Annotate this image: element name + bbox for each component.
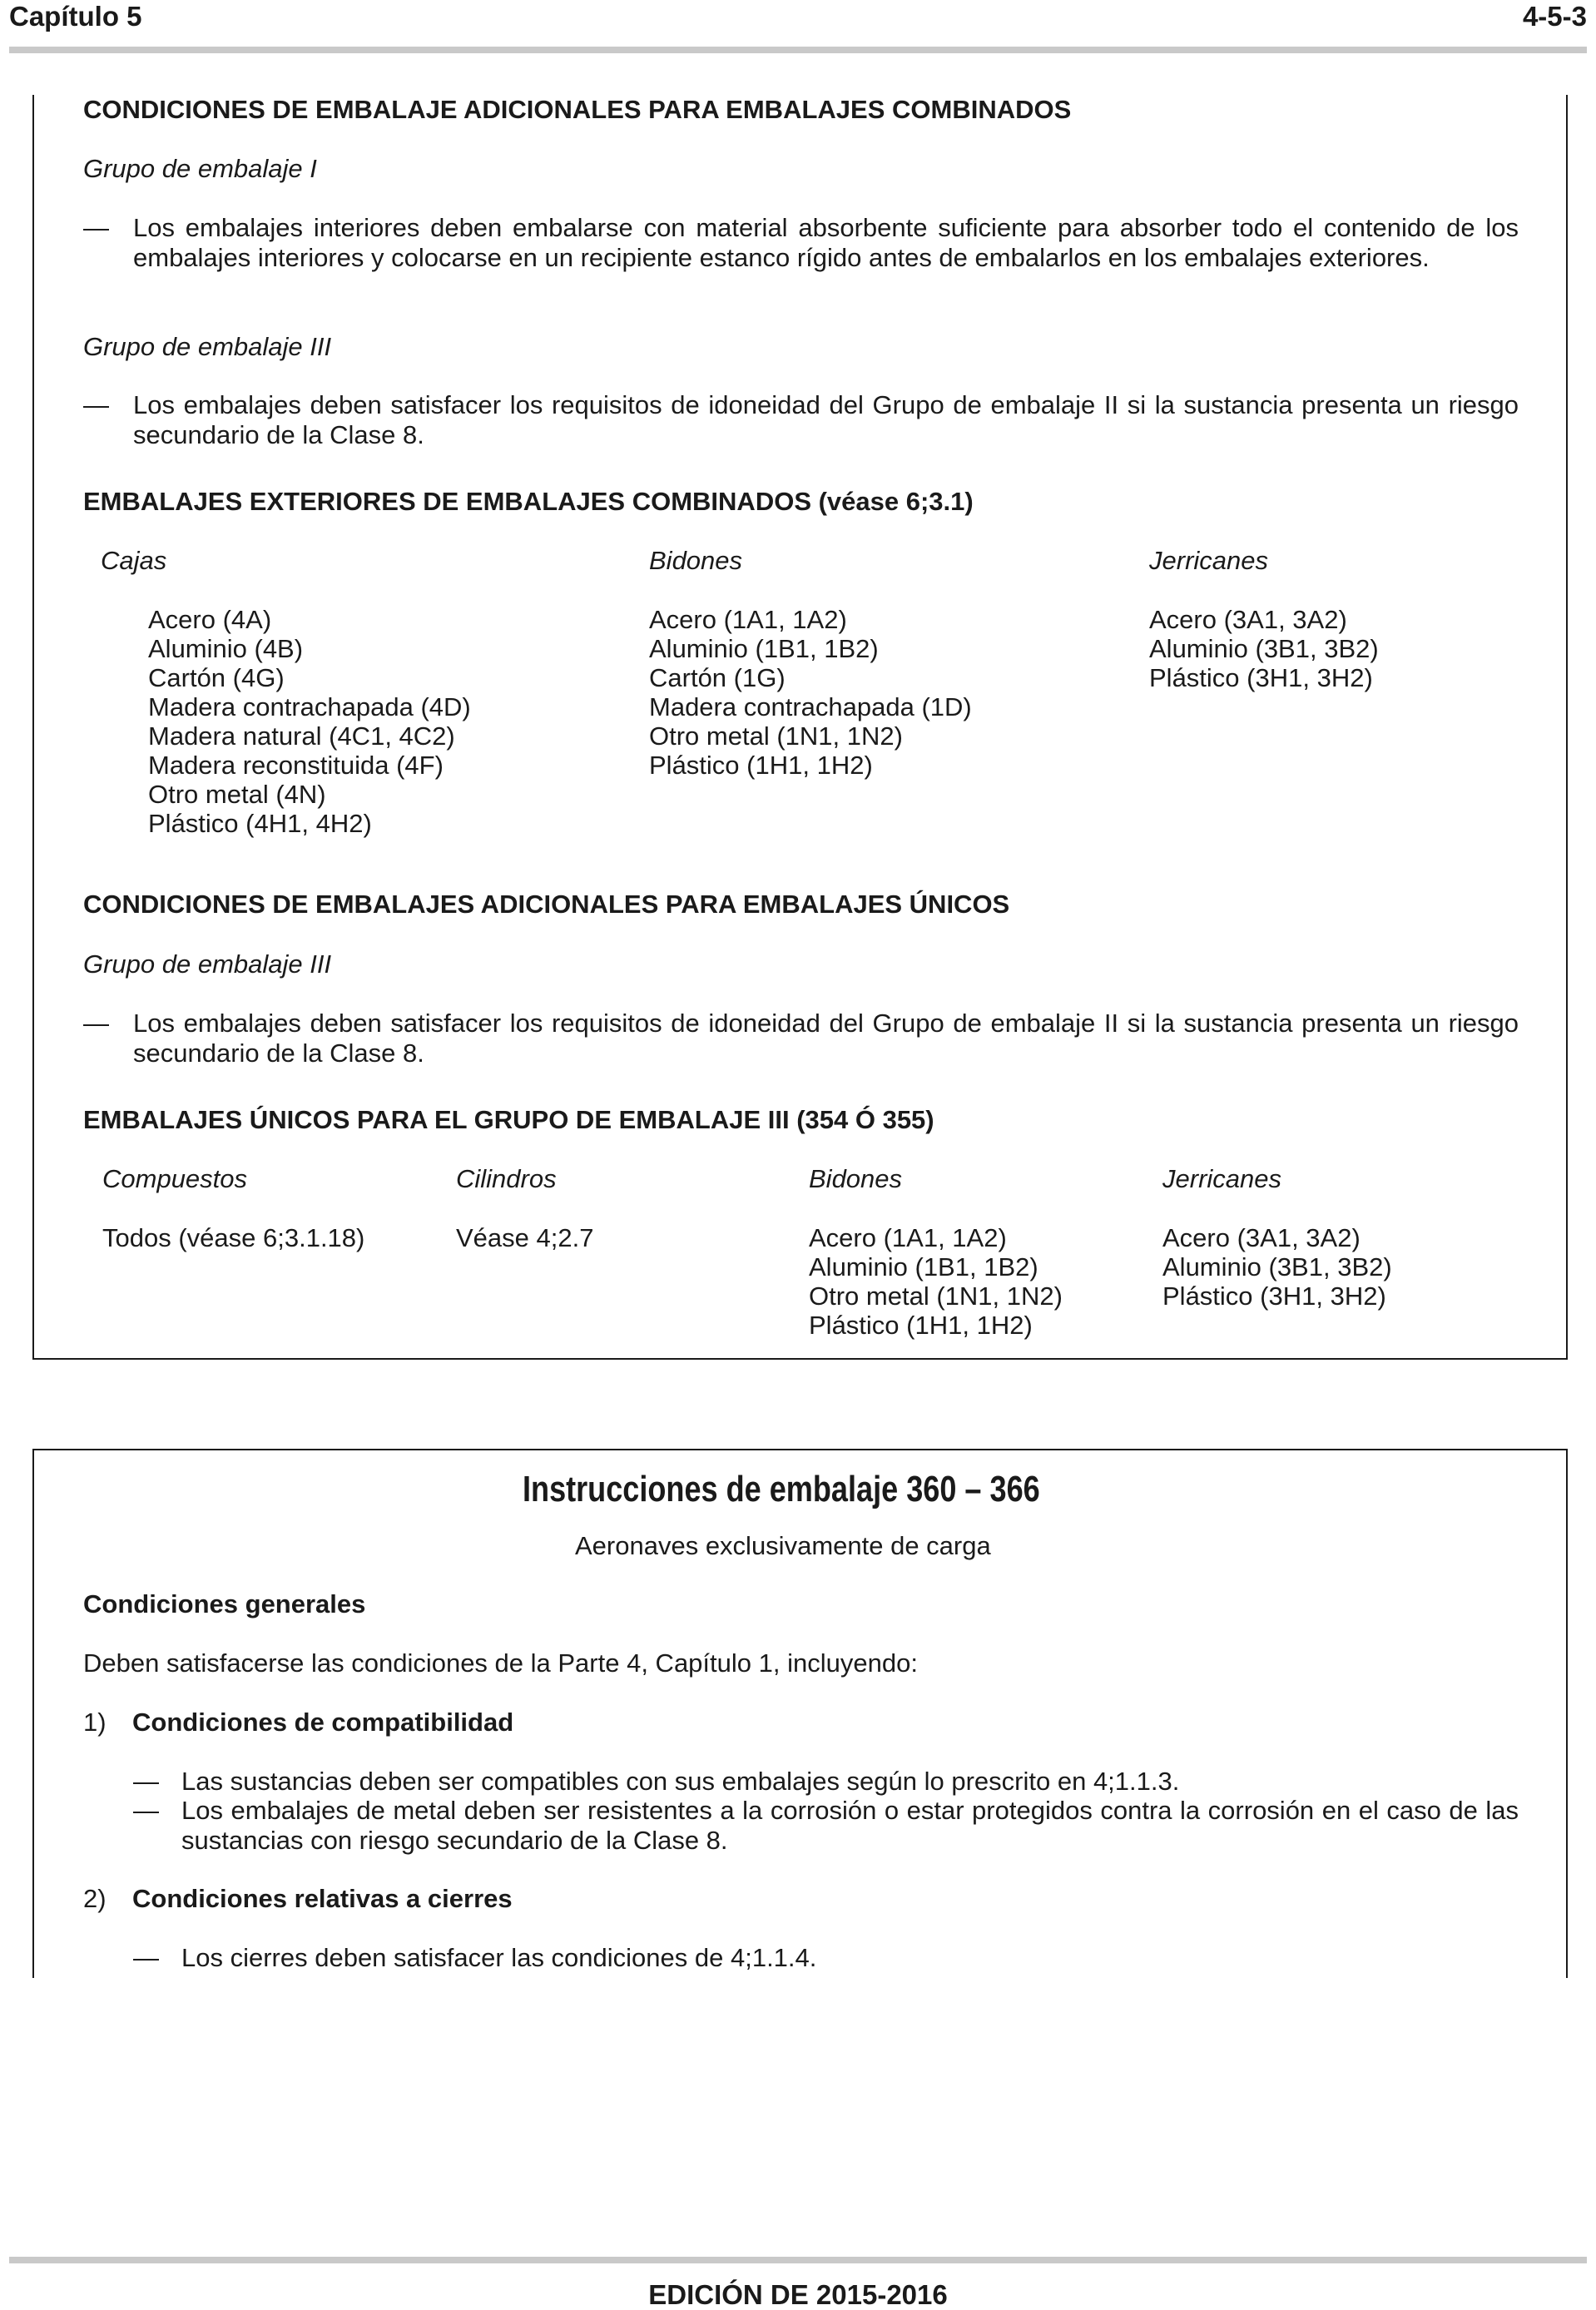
list-item: Plástico (1H1, 1H2) xyxy=(649,751,873,780)
section4-heading: EMBALAJES ÚNICOS PARA EL GRUPO DE EMBALAJE III (354 Ó 355) xyxy=(83,1105,934,1134)
item2-number: 2) xyxy=(83,1884,107,1913)
col-title-jerricanes: Jerricanes xyxy=(1162,1164,1281,1193)
section1-heading: CONDICIONES DE EMBALAJE ADICIONALES PARA EMBALAJES COMBINADOS xyxy=(83,95,1072,124)
instruction-title: Instrucciones de embalaje 360 – 366 xyxy=(523,1469,1040,1509)
item2-heading: Condiciones relativas a cierres xyxy=(132,1884,513,1913)
dash-bullet: — xyxy=(133,1796,159,1825)
section3-group3-label: Grupo de embalaje III xyxy=(83,949,332,979)
list-item: Madera contrachapada (1D) xyxy=(649,692,972,721)
dash-bullet: — xyxy=(83,1009,109,1038)
footer-rule xyxy=(9,2257,1587,2263)
col-title-cilindros: Cilindros xyxy=(456,1164,557,1193)
list-item: Acero (3A1, 3A2) xyxy=(1149,605,1347,634)
item1-heading: Condiciones de compatibilidad xyxy=(132,1708,514,1737)
list-item: Aluminio (4B) xyxy=(148,634,304,663)
list-item: Aluminio (3B1, 3B2) xyxy=(1162,1252,1392,1281)
dash-bullet: — xyxy=(133,1767,159,1796)
page-header xyxy=(9,2,1587,35)
list-item: Madera contrachapada (4D) xyxy=(148,692,471,721)
list-item: Todos (véase 6;3.1.18) xyxy=(102,1223,365,1252)
col-title-bidones: Bidones xyxy=(809,1164,903,1193)
list-item: Otro metal (4N) xyxy=(148,780,326,809)
col-title-bidones: Bidones xyxy=(649,546,743,575)
page-number: 4-5-3 xyxy=(1522,1,1587,32)
section1-group3-label: Grupo de embalaje III xyxy=(83,332,332,361)
list-item: Véase 4;2.7 xyxy=(456,1223,594,1252)
list-item: Plástico (1H1, 1H2) xyxy=(809,1311,1033,1340)
list-item: Plástico (4H1, 4H2) xyxy=(148,809,372,838)
section1-group1-text: Los embalajes interiores deben embalarse con material absorbente suficiente para absorber todo el contenido de los embalajes interiores y colocarse en un recipiente estanco rígido antes de embalarlos en los embalajes exteriores. xyxy=(133,213,1519,272)
col-title-jerricanes: Jerricanes xyxy=(1149,546,1268,575)
section1-group1-label: Grupo de embalaje I xyxy=(83,154,317,183)
header-rule xyxy=(9,47,1587,53)
section1-group3-text: Los embalajes deben satisfacer los requisitos de idoneidad del Grupo de embalaje II si la sustancia presenta un riesgo secundario de la Clase 8. xyxy=(133,390,1519,449)
list-item: Otro metal (1N1, 1N2) xyxy=(809,1281,1063,1311)
list-item: Plástico (3H1, 3H2) xyxy=(1149,663,1373,692)
list-item: Acero (3A1, 3A2) xyxy=(1162,1223,1361,1252)
list-item: Acero (1A1, 1A2) xyxy=(649,605,847,634)
item1-bullet-2: Los embalajes de metal deben ser resistentes a la corrosión o estar protegidos contra la corrosión en el caso de las sustancias con riesgo secundario de la Clase 8. xyxy=(181,1796,1519,1855)
item1-bullet-1: Las sustancias deben ser compatibles con sus embalajes según lo prescrito en 4;1.1.3. xyxy=(181,1767,1180,1796)
dash-bullet: — xyxy=(133,1943,159,1972)
general-conditions-intro: Deben satisfacerse las condiciones de la Parte 4, Capítulo 1, incluyendo: xyxy=(83,1648,918,1678)
col-title-cajas: Cajas xyxy=(101,546,167,575)
list-item: Cartón (4G) xyxy=(148,663,285,692)
list-item: Acero (1A1, 1A2) xyxy=(809,1223,1007,1252)
edition-footer: EDICIÓN DE 2015-2016 xyxy=(648,2279,948,2310)
list-item: Otro metal (1N1, 1N2) xyxy=(649,721,903,751)
list-item: Aluminio (1B1, 1B2) xyxy=(809,1252,1038,1281)
list-item: Acero (4A) xyxy=(148,605,272,634)
chapter-label: Capítulo 5 xyxy=(9,1,142,32)
dash-bullet: — xyxy=(83,213,109,242)
list-item: Aluminio (1B1, 1B2) xyxy=(649,634,879,663)
list-item: Cartón (1G) xyxy=(649,663,786,692)
list-item: Plástico (3H1, 3H2) xyxy=(1162,1281,1386,1311)
list-item: Aluminio (3B1, 3B2) xyxy=(1149,634,1379,663)
general-conditions-heading: Condiciones generales xyxy=(83,1589,366,1618)
section2-heading: EMBALAJES EXTERIORES DE EMBALAJES COMBINADOS (véase 6;3.1) xyxy=(83,487,974,516)
section3-group3-text: Los embalajes deben satisfacer los requisitos de idoneidad del Grupo de embalaje II si la sustancia presenta un riesgo secundario de la Clase 8. xyxy=(133,1009,1519,1068)
col-title-compuestos: Compuestos xyxy=(102,1164,248,1193)
item1-number: 1) xyxy=(83,1708,107,1737)
list-item: Madera natural (4C1, 4C2) xyxy=(148,721,455,751)
dash-bullet: — xyxy=(83,390,109,419)
instruction-subtitle: Aeronaves exclusivamente de carga xyxy=(575,1531,991,1560)
section3-heading: CONDICIONES DE EMBALAJES ADICIONALES PARA EMBALAJES ÚNICOS xyxy=(83,890,1010,919)
list-item: Madera reconstituida (4F) xyxy=(148,751,444,780)
item2-bullet-1: Los cierres deben satisfacer las condiciones de 4;1.1.4. xyxy=(181,1943,817,1972)
